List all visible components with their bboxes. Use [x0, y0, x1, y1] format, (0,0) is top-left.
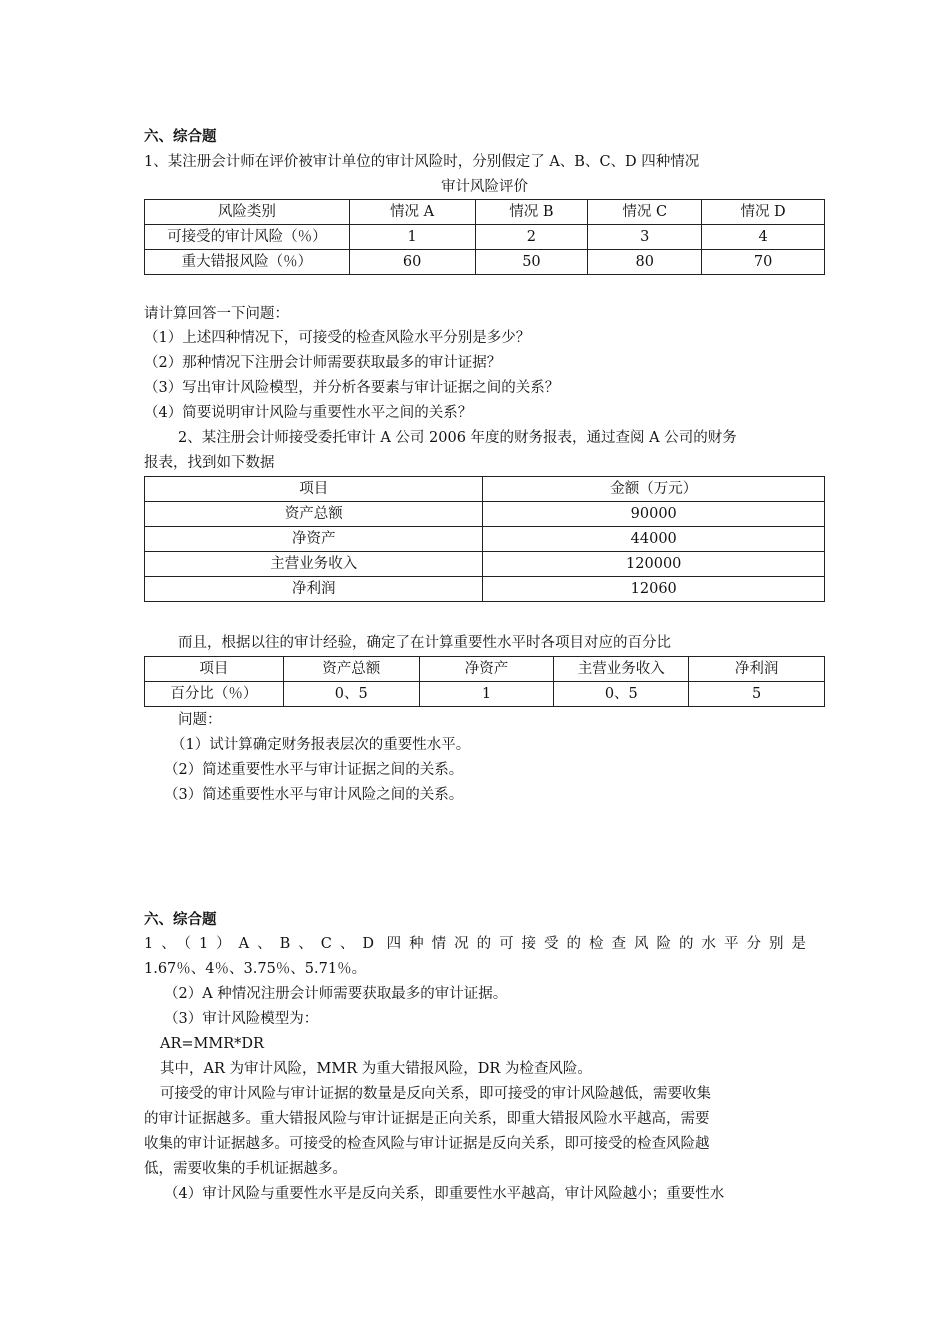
- table-header-cell: 情况 B: [475, 200, 588, 225]
- table-header-cell: 风险类别: [145, 200, 350, 225]
- table-header-cell: 净利润: [689, 657, 825, 682]
- table-header-cell: 情况 A: [349, 200, 475, 225]
- table-cell: 资产总额: [145, 502, 483, 527]
- table-cell: 净资产: [145, 527, 483, 552]
- answer-2: （2）A 种情况注册会计师需要获取最多的审计证据。: [164, 986, 508, 1002]
- question-1-item: （2）那种情况下注册会计师需要获取最多的审计证据？: [144, 355, 502, 371]
- risk-model-formula: AR=MMR*DR: [160, 1036, 264, 1052]
- table-row: [145, 527, 825, 552]
- question-2-mid: 而且，根据以往的审计经验，确定了在计算重要性水平时各项目对应的百分比: [178, 635, 671, 651]
- answer-4: （4）审计风险与重要性水平是反向关系，即重要性水平越高，审计风险越小；重要性水: [164, 1186, 725, 1202]
- answer-paragraph-line: 低，需要收集的手机证据越多。: [144, 1161, 347, 1177]
- table-cell: 80: [588, 250, 702, 275]
- table-header-row: [145, 200, 825, 225]
- percentage-table: [144, 656, 825, 707]
- table-cell: 90000: [483, 502, 825, 527]
- answer-3: （3）审计风险模型为：: [164, 1011, 319, 1027]
- question-2-prompt: 问题：: [178, 712, 222, 728]
- table-cell: 1: [419, 682, 554, 707]
- table-header-row: [145, 477, 825, 502]
- table-header-cell: 主营业务收入: [554, 657, 689, 682]
- question-2-item: （2）简述重要性水平与审计证据之间的关系。: [164, 762, 464, 778]
- table-cell: 70: [702, 250, 825, 275]
- table-header-cell: 项目: [145, 477, 483, 502]
- answer-1-values: 1.67％、4％、3.75％、5.71％。: [144, 961, 367, 977]
- table-header-cell: 净资产: [419, 657, 554, 682]
- question-2-item: （3）简述重要性水平与审计风险之间的关系。: [164, 787, 464, 803]
- answer-paragraph-line: 收集的审计证据越多。可接受的检查风险与审计证据是反向关系，即可接受的检查风险越: [144, 1136, 710, 1152]
- table-header-cell: 金额（万元）: [483, 477, 825, 502]
- table-cell: 4: [702, 225, 825, 250]
- table-cell: 主营业务收入: [145, 552, 483, 577]
- table-row: [145, 577, 825, 602]
- question-1-intro: 1、某注册会计师在评价被审计单位的审计风险时，分别假定了 A、B、C、D 四种情况: [144, 154, 700, 170]
- table-row: [145, 502, 825, 527]
- table-cell: 1: [349, 225, 475, 250]
- section-heading: 六、综合题: [144, 128, 217, 145]
- table-row: [145, 682, 825, 707]
- table-cell: 5: [689, 682, 825, 707]
- table-cell: 可接受的审计风险（％）: [145, 225, 350, 250]
- question-1-item: （3）写出审计风险模型，并分析各要素与审计证据之间的关系？: [144, 380, 560, 396]
- table-header-cell: 情况 D: [702, 200, 825, 225]
- table-caption: 审计风险评价: [441, 179, 528, 195]
- question-1-item: （1）上述四种情况下，可接受的检查风险水平分别是多少？: [144, 330, 531, 346]
- table-row: [145, 225, 825, 250]
- table-header-cell: 项目: [145, 657, 284, 682]
- answer-1-line: 1、（1）A、B、C、D 四种情况的可接受的检查风险的水平分别是: [144, 936, 806, 952]
- table-cell: 50: [475, 250, 588, 275]
- table-cell: 0、5: [554, 682, 689, 707]
- financial-data-table: [144, 476, 825, 602]
- table-header-cell: 情况 C: [588, 200, 702, 225]
- answer-paragraph-line: 的审计证据越多。重大错报风险与审计证据是正向关系，即重大错报风险水平越高，需要: [144, 1111, 710, 1127]
- table-cell: 净利润: [145, 577, 483, 602]
- table-row: [145, 552, 825, 577]
- question-2-intro-cont: 报表，找到如下数据: [144, 455, 275, 471]
- table-cell: 重大错报风险（％）: [145, 250, 350, 275]
- table-cell: 0、5: [283, 682, 419, 707]
- question-2-item: （1）试计算确定财务报表层次的重要性水平。: [171, 737, 471, 753]
- answer-paragraph-line: 可接受的审计风险与审计证据的数量是反向关系，即可接受的审计风险越低，需要收集: [160, 1086, 711, 1102]
- question-1-prompt: 请计算回答一下问题：: [144, 306, 289, 322]
- risk-assessment-table: [144, 199, 825, 275]
- question-2-intro: 2、某注册会计师接受委托审计 A 公司 2006 年度的财务报表，通过查阅 A 公司的财务: [178, 430, 737, 446]
- table-cell: 60: [349, 250, 475, 275]
- table-cell: 3: [588, 225, 702, 250]
- formula-explanation: 其中，AR 为审计风险，MMR 为重大错报风险，DR 为检查风险。: [160, 1061, 592, 1077]
- table-cell: 2: [475, 225, 588, 250]
- table-cell: 44000: [483, 527, 825, 552]
- table-header-row: [145, 657, 825, 682]
- question-1-item: （4）简要说明审计风险与重要性水平之间的关系？: [144, 405, 473, 421]
- table-header-cell: 资产总额: [283, 657, 419, 682]
- table-cell: 12060: [483, 577, 825, 602]
- table-cell: 120000: [483, 552, 825, 577]
- answer-section-heading: 六、综合题: [144, 911, 217, 928]
- table-row: [145, 250, 825, 275]
- table-cell: 百分比（％）: [145, 682, 284, 707]
